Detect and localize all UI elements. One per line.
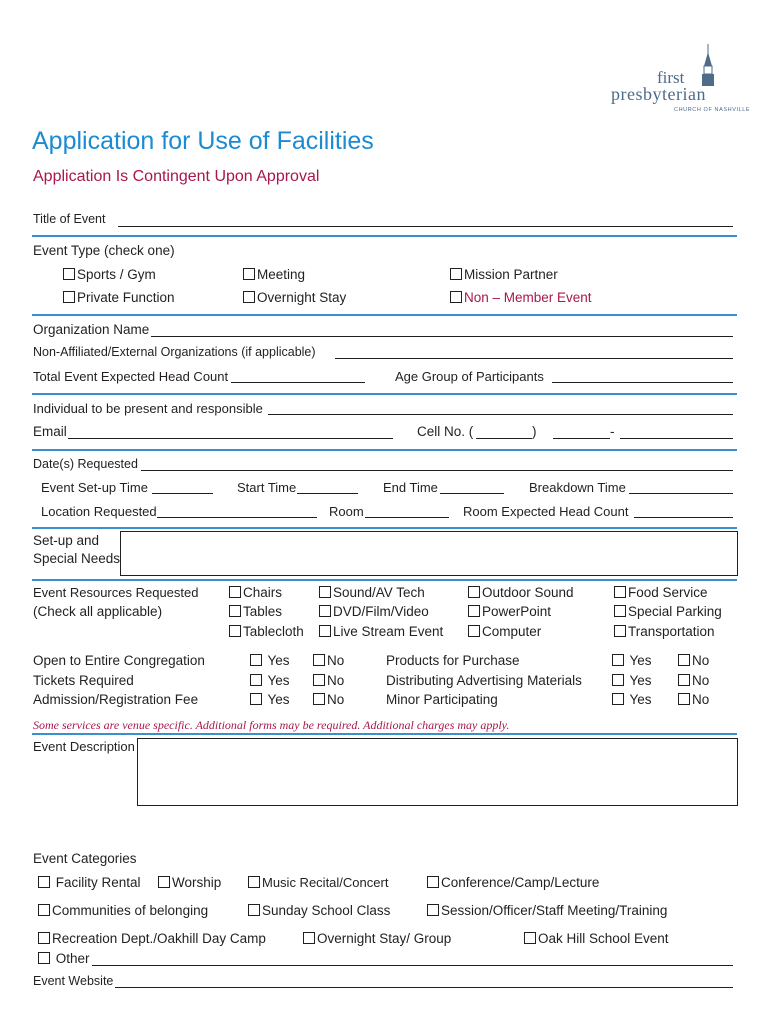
checkbox-dvd-film[interactable]: DVD/Film/Video xyxy=(319,604,429,619)
checkbox-music-recital[interactable]: Music Recital/Concert xyxy=(248,875,388,890)
event-description-label: Event Description xyxy=(33,739,135,754)
room-head-count-label: Room Expected Head Count xyxy=(463,504,629,519)
checkbox-icon[interactable] xyxy=(612,693,624,705)
room-label: Room xyxy=(329,504,364,519)
setup-needs-label-1: Set-up and xyxy=(33,533,100,548)
end-time-label: End Time xyxy=(383,480,438,495)
checkbox-icon[interactable] xyxy=(313,674,325,686)
room-field[interactable] xyxy=(365,517,449,518)
checkbox-transportation[interactable]: Transportation xyxy=(614,624,715,639)
checkbox-icon[interactable] xyxy=(450,268,462,280)
checkbox-icon[interactable] xyxy=(319,625,331,637)
checkbox-icon[interactable] xyxy=(678,654,690,666)
checkbox-icon[interactable] xyxy=(38,932,50,944)
checkbox-recreation[interactable]: Recreation Dept./Oakhill Day Camp xyxy=(38,931,266,946)
start-time-field[interactable] xyxy=(297,493,358,494)
no-option[interactable]: No xyxy=(313,673,344,688)
checkbox-icon[interactable] xyxy=(450,291,462,303)
checkbox-icon[interactable] xyxy=(63,291,75,303)
checkbox-oak-hill[interactable]: Oak Hill School Event xyxy=(524,931,669,946)
checkbox-computer[interactable]: Computer xyxy=(468,624,541,639)
checkbox-private-function[interactable]: Private Function xyxy=(63,290,175,305)
age-group-field[interactable] xyxy=(552,382,733,383)
checkbox-icon[interactable] xyxy=(319,605,331,617)
admission-fee-label: Admission/Registration Fee xyxy=(33,692,199,707)
non-affiliated-field[interactable] xyxy=(335,358,733,359)
no-option[interactable]: No xyxy=(678,692,709,707)
checkbox-icon[interactable] xyxy=(614,586,626,598)
event-categories-label: Event Categories xyxy=(33,851,137,866)
checkbox-icon[interactable] xyxy=(468,605,480,617)
checkbox-icon[interactable] xyxy=(250,693,262,705)
checkbox-meeting[interactable]: Meeting xyxy=(243,267,305,282)
section-divider xyxy=(32,449,737,451)
location-requested-field[interactable] xyxy=(157,517,317,518)
checkbox-worship[interactable]: Worship xyxy=(158,875,221,890)
checkbox-mission-partner[interactable]: Mission Partner xyxy=(450,267,558,282)
page-title: Application for Use of Facilities xyxy=(32,127,374,155)
checkbox-communities[interactable]: Communities of belonging xyxy=(38,903,208,918)
cell-number-field[interactable] xyxy=(620,438,733,439)
start-time-label: Start Time xyxy=(237,480,297,495)
services-note: Some services are venue specific. Additional forms may be required. Additional charges may apply. xyxy=(33,718,510,732)
cell-dash: - xyxy=(610,424,615,439)
checkbox-icon[interactable] xyxy=(468,586,480,598)
resources-label-2: (Check all applicable) xyxy=(33,604,163,619)
section-divider xyxy=(32,579,737,581)
organization-name-label: Organization Name xyxy=(33,322,150,337)
checkbox-icon[interactable] xyxy=(524,932,536,944)
email-label: Email xyxy=(33,424,67,439)
yes-option[interactable]: Yes xyxy=(250,673,290,688)
checkbox-icon[interactable] xyxy=(248,904,260,916)
event-website-field[interactable] xyxy=(115,987,733,988)
yes-option[interactable]: Yes xyxy=(612,692,652,707)
checkbox-icon[interactable] xyxy=(612,654,624,666)
checkbox-non-member-event[interactable]: Non – Member Event xyxy=(450,290,592,305)
title-of-event-field[interactable] xyxy=(118,226,733,227)
checkbox-icon[interactable] xyxy=(229,605,241,617)
section-divider xyxy=(32,235,737,237)
steeple-icon xyxy=(700,44,716,88)
room-head-count-field[interactable] xyxy=(634,517,733,518)
checkbox-icon[interactable] xyxy=(38,952,50,964)
dates-requested-label: Date(s) Requested xyxy=(33,457,138,471)
checkbox-icon[interactable] xyxy=(678,693,690,705)
checkbox-icon[interactable] xyxy=(468,625,480,637)
checkbox-icon[interactable] xyxy=(38,904,50,916)
yes-option[interactable]: Yes xyxy=(612,673,652,688)
checkbox-icon[interactable] xyxy=(229,586,241,598)
checkbox-icon[interactable] xyxy=(313,693,325,705)
checkbox-icon[interactable] xyxy=(313,654,325,666)
total-head-count-field[interactable] xyxy=(231,382,365,383)
checkbox-overnight-group[interactable]: Overnight Stay/ Group xyxy=(303,931,451,946)
checkbox-facility-rental[interactable]: Facility Rental xyxy=(38,875,141,890)
event-description-textarea[interactable] xyxy=(137,738,738,806)
breakdown-time-field[interactable] xyxy=(629,493,733,494)
checkbox-special-parking[interactable]: Special Parking xyxy=(614,604,722,619)
checkbox-icon[interactable] xyxy=(319,586,331,598)
checkbox-icon[interactable] xyxy=(427,904,439,916)
organization-name-field[interactable] xyxy=(151,336,733,337)
checkbox-sports-gym[interactable]: Sports / Gym xyxy=(63,267,156,282)
age-group-label: Age Group of Participants xyxy=(395,369,544,384)
advertising-label: Distributing Advertising Materials xyxy=(386,673,582,688)
cell-paren: ) xyxy=(532,424,537,439)
checkbox-icon[interactable] xyxy=(243,291,255,303)
checkbox-session-meeting[interactable]: Session/Officer/Staff Meeting/Training xyxy=(427,903,667,918)
checkbox-icon[interactable] xyxy=(229,625,241,637)
checkbox-food-service[interactable]: Food Service xyxy=(614,585,708,600)
page-subtitle: Application Is Contingent Upon Approval xyxy=(33,168,320,185)
section-divider xyxy=(32,314,737,316)
checkbox-icon[interactable] xyxy=(614,605,626,617)
resources-label-1: Event Resources Requested xyxy=(33,585,199,600)
setup-needs-label-2: Special Needs xyxy=(33,551,121,566)
checkbox-icon[interactable] xyxy=(612,674,624,686)
checkbox-tablecloth[interactable]: Tablecloth xyxy=(229,624,304,639)
checkbox-sound-av[interactable]: Sound/AV Tech xyxy=(319,585,425,600)
no-option[interactable]: No xyxy=(313,692,344,707)
checkbox-outdoor-sound[interactable]: Outdoor Sound xyxy=(468,585,574,600)
event-type-label: Event Type (check one) xyxy=(33,243,175,258)
no-option[interactable]: No xyxy=(678,653,709,668)
checkbox-chairs[interactable]: Chairs xyxy=(229,585,282,600)
section-divider xyxy=(32,733,737,735)
no-option[interactable]: No xyxy=(313,653,344,668)
checkbox-icon[interactable] xyxy=(614,625,626,637)
cell-no-label: Cell No. ( xyxy=(417,424,474,439)
checkbox-powerpoint[interactable]: PowerPoint xyxy=(468,604,551,619)
yes-option[interactable]: Yes xyxy=(612,653,652,668)
cell-area-code-field[interactable] xyxy=(476,438,532,439)
dates-requested-field[interactable] xyxy=(141,470,733,471)
setup-time-label: Event Set-up Time xyxy=(41,480,148,495)
yes-option[interactable]: Yes xyxy=(250,692,290,707)
total-head-count-label: Total Event Expected Head Count xyxy=(33,369,229,384)
logo-presbyterian: presbyterian xyxy=(611,84,706,104)
non-affiliated-label: Non-Affiliated/External Organizations (if applicable) xyxy=(33,345,316,359)
setup-time-field[interactable] xyxy=(152,493,213,494)
other-field[interactable] xyxy=(92,965,733,966)
location-requested-label: Location Requested xyxy=(41,504,157,519)
checkbox-icon[interactable] xyxy=(63,268,75,280)
checkbox-icon[interactable] xyxy=(427,876,439,888)
checkbox-icon[interactable] xyxy=(303,932,315,944)
checkbox-icon[interactable] xyxy=(250,654,262,666)
logo-first: first xyxy=(657,68,685,87)
section-divider xyxy=(32,527,737,529)
checkbox-icon[interactable] xyxy=(38,876,50,888)
checkbox-icon[interactable] xyxy=(243,268,255,280)
breakdown-time-label: Breakdown Time xyxy=(529,480,626,495)
individual-field[interactable] xyxy=(268,414,733,415)
tickets-required-label: Tickets Required xyxy=(33,673,134,688)
checkbox-sunday-school[interactable]: Sunday School Class xyxy=(248,903,390,918)
checkbox-icon[interactable] xyxy=(678,674,690,686)
checkbox-icon[interactable] xyxy=(248,876,260,888)
yes-option[interactable]: Yes xyxy=(250,653,290,668)
email-field[interactable] xyxy=(68,438,393,439)
cell-prefix-field[interactable] xyxy=(553,438,610,439)
checkbox-tables[interactable]: Tables xyxy=(229,604,282,619)
end-time-field[interactable] xyxy=(440,493,504,494)
title-of-event-label: Title of Event xyxy=(33,212,106,226)
products-purchase-label: Products for Purchase xyxy=(386,653,520,668)
checkbox-icon[interactable] xyxy=(250,674,262,686)
checkbox-live-stream[interactable]: Live Stream Event xyxy=(319,624,443,639)
section-divider xyxy=(32,393,737,395)
checkbox-overnight-stay[interactable]: Overnight Stay xyxy=(243,290,346,305)
checkbox-other[interactable]: Other xyxy=(38,951,90,966)
checkbox-conference[interactable]: Conference/Camp/Lecture xyxy=(427,875,599,890)
checkbox-icon[interactable] xyxy=(158,876,170,888)
minor-label: Minor Participating xyxy=(386,692,498,707)
no-option[interactable]: No xyxy=(678,673,709,688)
event-website-label: Event Website xyxy=(33,974,114,988)
logo-subtitle: CHURCH OF NASHVILLE xyxy=(674,107,751,113)
setup-needs-textarea[interactable] xyxy=(120,531,738,576)
individual-label: Individual to be present and responsible xyxy=(33,401,263,416)
open-congregation-label: Open to Entire Congregation xyxy=(33,653,205,668)
